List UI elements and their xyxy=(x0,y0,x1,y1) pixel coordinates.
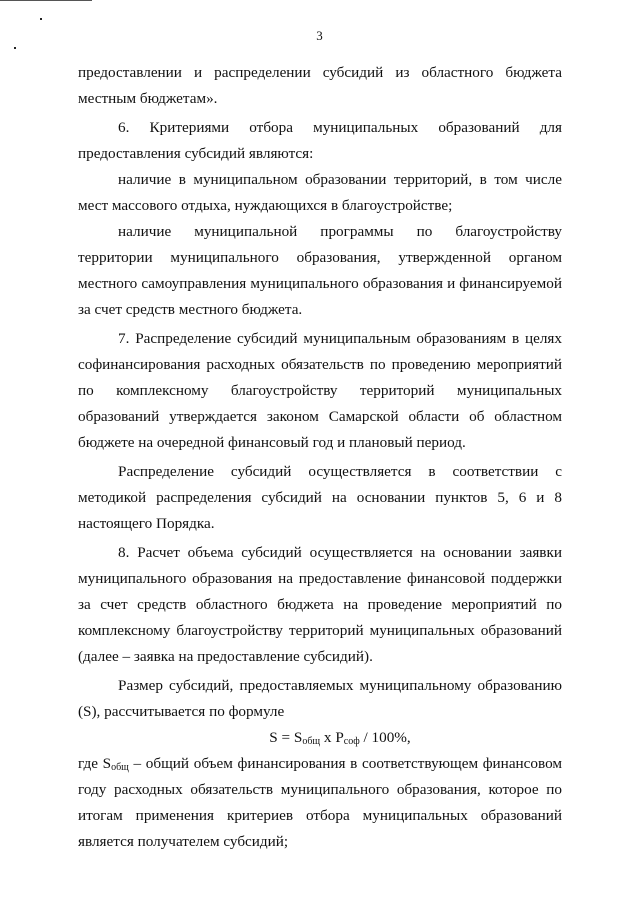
scan-speck xyxy=(14,47,16,49)
formula-definition: где $S_{общ}$ – общий объем финансирования в соответствующем финансовом году расходных обязательств муниципального образования, которое по итогам применения критериев отбора муниципальных образований является получателем субсидий; xyxy=(78,755,563,850)
document-body xyxy=(78,60,562,855)
subsidy-formula: $S = S_{общ}$ x $P_{соф} / 100\%$, xyxy=(269,729,411,747)
paragraph-item-6: 6. Критериями отбора муниципальных образований для предоставления субсидий являются: xyxy=(78,119,562,162)
paragraph-item-8: 8. Расчет объема субсидий осуществляется на основании заявки муниципального образования на предоставление финансовой поддержки за счет средств областного бюджета на проведение мероприятий по комплексному благоустройству территорий муниципальных образований (далее – заявка на предоставление субсидий). xyxy=(78,544,562,665)
paragraph: Размер субсидий, предоставляемых муниципальному образованию (S), рассчитывается по формуле xyxy=(78,677,562,720)
criterion-program: наличие муниципальной программы по благоустройству территории муниципального образования, утвержденной органом местного самоуправления муниципального образования и финансируемой за счет средств местного бюджета. xyxy=(78,223,562,318)
paragraph-item-7: 7. Распределение субсидий муниципальным образованиям в целях софинансирования расходных обязательств по проведению мероприятий по комплексному благоустройству территорий муниципальных образований утверждается законом Самарской области об областном бюджете на очередной финансовый год и плановый период. xyxy=(78,330,562,451)
scan-speck xyxy=(40,18,42,20)
paragraph: Распределение субсидий осуществляется в соответствии с методикой распределения субсидий на основании пунктов 5, 6 и 8 настоящего Порядка. xyxy=(78,463,562,532)
paragraph: предоставлении и распределении субсидий из областного бюджета местным бюджетам». xyxy=(78,64,562,107)
scan-edge-line xyxy=(0,0,92,1)
page-number: 3 xyxy=(316,28,323,43)
criterion-territories: наличие в муниципальном образовании территорий, в том числе мест массового отдыха, нуждающихся в благоустройстве; xyxy=(78,171,562,214)
